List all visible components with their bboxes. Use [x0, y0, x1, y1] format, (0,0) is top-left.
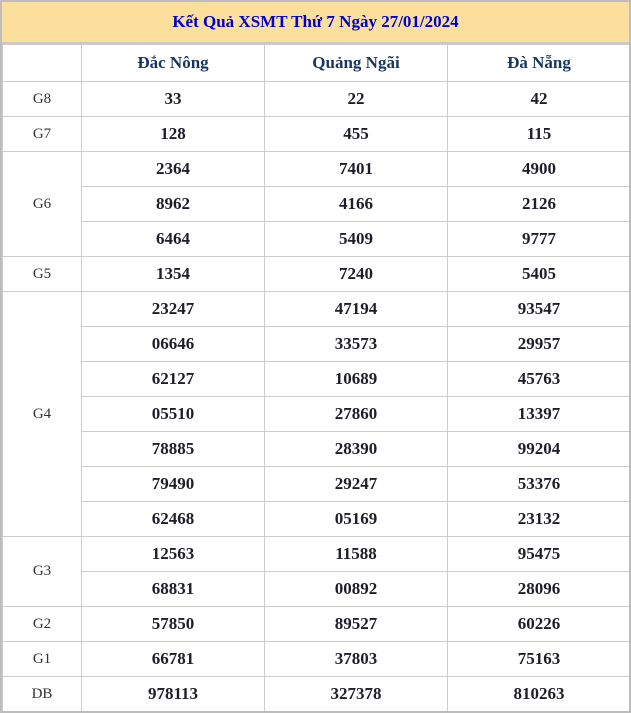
result-cell: 327378 — [265, 677, 448, 712]
table-row — [3, 187, 631, 222]
prize-label-g8: G8 — [3, 82, 82, 117]
result-cell: 23247 — [82, 292, 265, 327]
result-cell: 810263 — [448, 677, 631, 712]
result-cell: 93547 — [448, 292, 631, 327]
column-header-row — [3, 45, 631, 82]
result-cell: 75163 — [448, 642, 631, 677]
result-cell: 53376 — [448, 467, 631, 502]
result-cell: 33573 — [265, 327, 448, 362]
column-header-quang-ngai: Quảng Ngãi — [265, 45, 448, 82]
result-cell: 11588 — [265, 537, 448, 572]
result-cell: 29247 — [265, 467, 448, 502]
table-row — [3, 362, 631, 397]
result-cell: 4900 — [448, 152, 631, 187]
result-cell: 5405 — [448, 257, 631, 292]
table-row — [3, 432, 631, 467]
table-row — [3, 467, 631, 502]
results-table-body — [3, 82, 631, 712]
results-table — [2, 44, 631, 712]
prize-column-header-empty — [3, 45, 82, 82]
result-cell: 05169 — [265, 502, 448, 537]
result-cell: 60226 — [448, 607, 631, 642]
table-row — [3, 397, 631, 432]
result-cell: 10689 — [265, 362, 448, 397]
result-cell: 05510 — [82, 397, 265, 432]
result-cell: 12563 — [82, 537, 265, 572]
result-cell: 4166 — [265, 187, 448, 222]
result-cell: 89527 — [265, 607, 448, 642]
column-header-da-nang: Đà Nẵng — [448, 45, 631, 82]
result-cell: 42 — [448, 82, 631, 117]
prize-label-g6: G6 — [3, 152, 82, 257]
table-row — [3, 82, 631, 117]
table-row — [3, 502, 631, 537]
result-cell: 06646 — [82, 327, 265, 362]
result-cell: 47194 — [265, 292, 448, 327]
prize-label-g5: G5 — [3, 257, 82, 292]
result-cell: 99204 — [448, 432, 631, 467]
result-cell: 33 — [82, 82, 265, 117]
prize-label-g2: G2 — [3, 607, 82, 642]
result-cell: 23132 — [448, 502, 631, 537]
table-row — [3, 222, 631, 257]
table-row — [3, 257, 631, 292]
result-cell: 9777 — [448, 222, 631, 257]
result-cell: 45763 — [448, 362, 631, 397]
prize-label-g7: G7 — [3, 117, 82, 152]
result-cell: 37803 — [265, 642, 448, 677]
column-header-dak-nong: Đắc Nông — [82, 45, 265, 82]
result-cell: 2126 — [448, 187, 631, 222]
result-cell: 28096 — [448, 572, 631, 607]
table-row — [3, 292, 631, 327]
table-row — [3, 117, 631, 152]
result-cell: 5409 — [265, 222, 448, 257]
result-cell: 455 — [265, 117, 448, 152]
result-cell: 62127 — [82, 362, 265, 397]
table-row — [3, 152, 631, 187]
result-cell: 22 — [265, 82, 448, 117]
result-cell: 2364 — [82, 152, 265, 187]
prize-label-db: DB — [3, 677, 82, 712]
result-cell: 68831 — [82, 572, 265, 607]
result-cell: 95475 — [448, 537, 631, 572]
result-cell: 13397 — [448, 397, 631, 432]
table-row — [3, 572, 631, 607]
prize-label-g1: G1 — [3, 642, 82, 677]
result-cell: 57850 — [82, 607, 265, 642]
result-cell: 7240 — [265, 257, 448, 292]
result-cell: 7401 — [265, 152, 448, 187]
results-title: Kết Quả XSMT Thứ 7 Ngày 27/01/2024 — [172, 12, 459, 31]
table-row — [3, 677, 631, 712]
result-cell: 27860 — [265, 397, 448, 432]
results-title-bar — [2, 2, 629, 44]
table-row — [3, 607, 631, 642]
prize-label-g4: G4 — [3, 292, 82, 537]
result-cell: 128 — [82, 117, 265, 152]
result-cell: 62468 — [82, 502, 265, 537]
result-cell: 28390 — [265, 432, 448, 467]
result-cell: 8962 — [82, 187, 265, 222]
result-cell: 66781 — [82, 642, 265, 677]
result-cell: 1354 — [82, 257, 265, 292]
result-cell: 29957 — [448, 327, 631, 362]
table-row — [3, 642, 631, 677]
result-cell: 6464 — [82, 222, 265, 257]
result-cell: 00892 — [265, 572, 448, 607]
table-row — [3, 537, 631, 572]
result-cell: 978113 — [82, 677, 265, 712]
result-cell: 78885 — [82, 432, 265, 467]
prize-label-g3: G3 — [3, 537, 82, 607]
result-cell: 79490 — [82, 467, 265, 502]
table-row — [3, 327, 631, 362]
result-cell: 115 — [448, 117, 631, 152]
